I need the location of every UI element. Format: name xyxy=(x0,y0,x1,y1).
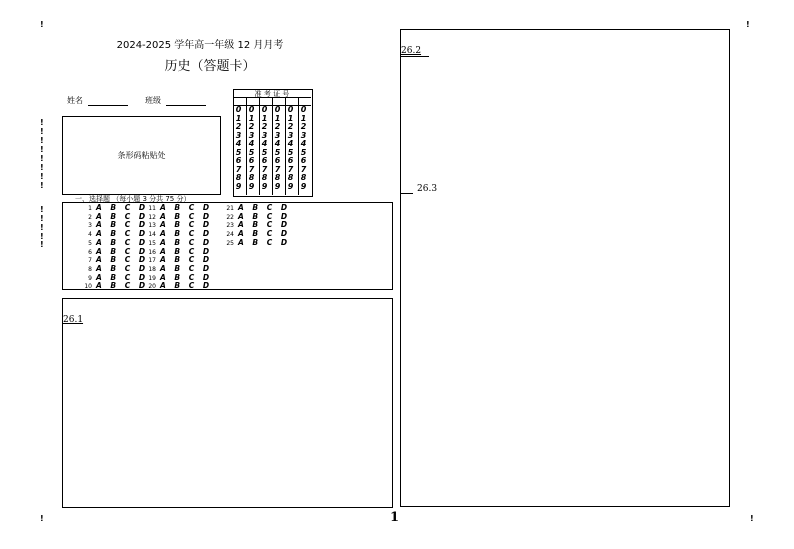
question-number: 21 xyxy=(226,205,234,212)
exam-id-digit-bubble[interactable]: 1 xyxy=(287,113,294,123)
exam-id-digit-column xyxy=(273,106,282,191)
choice-options[interactable]: A B C D xyxy=(96,263,149,273)
exam-id-digit-column xyxy=(286,106,295,191)
timing-mark: ! xyxy=(40,181,44,190)
question-number: 20 xyxy=(148,283,156,291)
name-field[interactable] xyxy=(88,96,128,106)
exam-id-digit-bubble[interactable]: 2 xyxy=(274,122,281,131)
question-number: 25 xyxy=(226,239,234,247)
choice-question-row[interactable] xyxy=(142,281,212,290)
alignment-mark: ! xyxy=(40,20,44,29)
exam-id-column-divider xyxy=(259,97,260,195)
exam-id-digit-bubble[interactable]: 4 xyxy=(261,139,268,148)
exam-id-digit-bubble[interactable]: 4 xyxy=(287,139,294,148)
page-number: 1 xyxy=(390,510,400,525)
exam-id-digit-bubble[interactable]: 5 xyxy=(300,147,307,157)
card-subtitle: 历史（答题卡） xyxy=(164,59,256,74)
barcode-area xyxy=(62,116,221,195)
exam-id-digit-bubble[interactable]: 1 xyxy=(300,113,307,123)
choice-options[interactable]: A B C D xyxy=(96,237,149,247)
choice-options[interactable]: A B C D xyxy=(96,203,149,212)
exam-id-digit-bubble[interactable]: 5 xyxy=(235,147,242,157)
exam-id-digit-bubble[interactable]: 8 xyxy=(235,173,242,182)
exam-id-digit-bubble[interactable]: 9 xyxy=(287,181,294,191)
choice-options[interactable]: A B C D xyxy=(160,203,213,212)
exam-id-digit-bubble[interactable]: 9 xyxy=(248,181,255,191)
exam-id-digit-bubble[interactable]: 8 xyxy=(261,173,268,182)
exam-id-digit-bubble[interactable]: 0 xyxy=(261,105,268,114)
exam-id-column-divider xyxy=(272,97,273,195)
q26-3-rule xyxy=(401,193,413,194)
choice-options[interactable]: A B C D xyxy=(238,203,291,212)
exam-id-digit-bubble[interactable]: 7 xyxy=(261,164,268,174)
timing-mark: ! xyxy=(40,214,44,223)
choice-heading: 一、选择题 （每小题 3 分共 75 分） xyxy=(75,195,191,203)
timing-mark: ! xyxy=(40,223,44,232)
choice-question-row[interactable] xyxy=(220,203,290,212)
question-number: 19 xyxy=(148,274,156,282)
exam-id-digit-bubble[interactable]: 0 xyxy=(274,105,281,114)
question-number: 14 xyxy=(148,231,156,239)
exam-title: 2024-2025 学年高一年级 12 月月考 xyxy=(116,40,284,51)
choice-question-row[interactable] xyxy=(220,238,290,247)
q26-3-label: 26.3 xyxy=(417,184,438,194)
exam-id-digit-bubble[interactable]: 6 xyxy=(300,156,307,165)
exam-id-digit-bubble[interactable]: 4 xyxy=(235,139,242,148)
choice-options[interactable]: A B C D xyxy=(238,237,291,247)
exam-id-digit-bubble[interactable]: 7 xyxy=(235,164,242,174)
choice-question-row[interactable] xyxy=(220,220,290,229)
choice-question-row[interactable] xyxy=(142,220,212,229)
choice-options[interactable]: A B C D xyxy=(238,211,291,221)
exam-id-digit-bubble[interactable]: 3 xyxy=(261,130,268,140)
exam-id-digit-column xyxy=(247,106,256,191)
question-number: 2 xyxy=(88,213,92,221)
exam-id-digit-bubble[interactable]: 6 xyxy=(235,156,242,165)
choice-question-row[interactable] xyxy=(142,247,212,256)
exam-id-digit-bubble[interactable]: 0 xyxy=(235,105,242,114)
question-number: 6 xyxy=(88,248,92,256)
exam-id-digit-bubble[interactable]: 7 xyxy=(287,164,294,174)
exam-id-digit-bubble[interactable]: 6 xyxy=(261,156,268,165)
question-number: 11 xyxy=(148,205,156,212)
exam-id-digit-bubble[interactable]: 2 xyxy=(235,122,242,131)
exam-id-digit-bubble[interactable]: 8 xyxy=(287,173,294,182)
question-number: 12 xyxy=(148,213,156,221)
choice-options[interactable]: A B C D xyxy=(96,220,149,230)
class-label: 班级 xyxy=(145,96,161,105)
choice-question-row[interactable] xyxy=(142,212,212,221)
class-field[interactable] xyxy=(166,96,206,106)
choice-question-row[interactable] xyxy=(220,229,290,238)
question-number: 13 xyxy=(148,222,156,230)
exam-id-header: 准 考 证 号 xyxy=(254,90,290,98)
choice-question-row[interactable] xyxy=(78,238,148,247)
exam-id-digit-bubble[interactable]: 6 xyxy=(248,156,255,165)
choice-question-row[interactable] xyxy=(78,255,148,264)
exam-id-digit-bubble[interactable]: 2 xyxy=(287,122,294,131)
exam-id-digit-bubble[interactable]: 3 xyxy=(287,130,294,140)
choice-options[interactable]: A B C D xyxy=(96,272,149,282)
timing-mark: ! xyxy=(40,145,44,154)
choice-question-row[interactable] xyxy=(78,264,148,273)
exam-id-digit-bubble[interactable]: 1 xyxy=(261,113,268,123)
exam-id-digit-bubble[interactable]: 5 xyxy=(248,147,255,157)
choice-options[interactable]: A B C D xyxy=(238,229,291,239)
timing-mark: ! xyxy=(40,136,44,145)
exam-id-digit-bubble[interactable]: 9 xyxy=(300,181,307,191)
choice-question-row[interactable] xyxy=(142,238,212,247)
exam-id-column-divider xyxy=(246,97,247,195)
exam-id-digit-bubble[interactable]: 8 xyxy=(248,173,255,182)
exam-id-digit-bubble[interactable]: 1 xyxy=(274,113,281,123)
question-number: 24 xyxy=(226,231,234,239)
choice-question-row[interactable] xyxy=(142,229,212,238)
question-number: 23 xyxy=(226,222,234,230)
choice-question-row[interactable] xyxy=(220,212,290,221)
answer-box-26-1[interactable] xyxy=(62,298,393,508)
choice-options[interactable]: A B C D xyxy=(96,246,149,256)
exam-id-digit-bubble[interactable]: 4 xyxy=(248,139,255,148)
exam-id-digit-bubble[interactable]: 8 xyxy=(300,173,307,182)
question-number: 9 xyxy=(88,274,92,282)
exam-id-digit-bubble[interactable]: 6 xyxy=(274,156,281,165)
exam-id-digit-bubble[interactable]: 8 xyxy=(274,173,281,182)
choice-options[interactable]: A B C D xyxy=(160,211,213,221)
exam-id-digit-bubble[interactable]: 0 xyxy=(287,105,294,114)
exam-id-digit-bubble[interactable]: 2 xyxy=(261,122,268,131)
choice-question-row[interactable] xyxy=(142,203,212,212)
q26-2-rule xyxy=(401,56,429,57)
exam-id-digit-bubble[interactable]: 5 xyxy=(287,147,294,157)
exam-id-digit-bubble[interactable]: 3 xyxy=(235,130,242,140)
choice-options[interactable]: A B C D xyxy=(160,263,213,273)
question-number: 22 xyxy=(226,213,234,221)
exam-id-digit-bubble[interactable]: 0 xyxy=(248,105,255,114)
name-label: 姓名 xyxy=(67,96,83,105)
q26-2-label: 26.2 xyxy=(401,46,422,56)
exam-id-digit-column xyxy=(299,106,308,191)
choice-options[interactable]: A B C D xyxy=(96,281,149,291)
question-number: 4 xyxy=(88,231,92,239)
question-number: 8 xyxy=(88,265,92,273)
choice-question-row[interactable] xyxy=(142,255,212,264)
exam-id-digit-bubble[interactable]: 3 xyxy=(248,130,255,140)
exam-id-digit-bubble[interactable]: 3 xyxy=(300,130,307,140)
exam-id-digit-bubble[interactable]: 1 xyxy=(248,113,255,123)
q26-1-label: 26.1 xyxy=(63,315,84,325)
exam-id-digit-bubble[interactable]: 5 xyxy=(274,147,281,157)
timing-mark: ! xyxy=(40,154,44,163)
question-number: 17 xyxy=(148,257,156,265)
choice-question-row[interactable] xyxy=(78,247,148,256)
exam-id-digit-bubble[interactable]: 0 xyxy=(300,105,307,114)
question-number: 7 xyxy=(88,257,92,265)
exam-id-digit-bubble[interactable]: 7 xyxy=(248,164,255,174)
timing-mark: ! xyxy=(40,172,44,181)
exam-id-column-divider xyxy=(298,97,299,195)
choice-question-row[interactable] xyxy=(78,203,148,212)
question-number: 16 xyxy=(148,248,156,256)
exam-id-digit-column xyxy=(260,106,269,191)
alignment-mark: ! xyxy=(746,20,750,29)
timing-mark: ! xyxy=(40,205,44,214)
choice-question-row[interactable] xyxy=(78,220,148,229)
exam-id-digit-bubble[interactable]: 3 xyxy=(274,130,281,140)
exam-id-digit-bubble[interactable]: 4 xyxy=(274,139,281,148)
choice-options[interactable]: A B C D xyxy=(160,272,213,282)
timing-mark: ! xyxy=(40,232,44,241)
choice-options[interactable]: A B C D xyxy=(160,229,213,239)
timing-mark: ! xyxy=(40,127,44,136)
exam-id-digit-bubble[interactable]: 4 xyxy=(300,139,307,148)
choice-options[interactable]: A B C D xyxy=(96,229,149,239)
question-number: 18 xyxy=(148,265,156,273)
question-number: 15 xyxy=(148,239,156,247)
choice-question-row[interactable] xyxy=(142,264,212,273)
choice-options[interactable]: A B C D xyxy=(160,246,213,256)
choice-question-row[interactable] xyxy=(78,273,148,282)
exam-id-digit-bubble[interactable]: 2 xyxy=(300,122,307,131)
exam-id-column-divider xyxy=(285,97,286,195)
choice-options[interactable]: A B C D xyxy=(96,255,149,265)
exam-id-digit-bubble[interactable]: 7 xyxy=(274,164,281,174)
choice-options[interactable]: A B C D xyxy=(160,255,213,265)
timing-mark: ! xyxy=(40,240,44,249)
question-number: 1 xyxy=(88,205,92,212)
exam-id-digit-bubble[interactable]: 9 xyxy=(261,181,268,191)
choice-options[interactable]: A B C D xyxy=(160,237,213,247)
exam-id-digit-bubble[interactable]: 5 xyxy=(261,147,268,157)
choice-options[interactable]: A B C D xyxy=(238,220,291,230)
exam-id-digit-column xyxy=(234,106,243,191)
choice-question-row[interactable] xyxy=(142,273,212,282)
answer-box-26-2-26-3[interactable] xyxy=(400,29,730,507)
choice-options[interactable]: A B C D xyxy=(160,220,213,230)
choice-options[interactable]: A B C D xyxy=(96,211,149,221)
question-number: 10 xyxy=(84,283,92,291)
question-number: 5 xyxy=(88,239,92,247)
question-number: 3 xyxy=(88,222,92,230)
choice-question-row[interactable] xyxy=(78,212,148,221)
exam-id-digit-bubble[interactable]: 7 xyxy=(300,164,307,174)
alignment-mark: ! xyxy=(40,514,44,523)
choice-question-row[interactable] xyxy=(78,281,148,290)
timing-mark: ! xyxy=(40,118,44,127)
exam-id-digit-bubble[interactable]: 9 xyxy=(274,181,281,191)
barcode-label: 条形码粘贴处 xyxy=(117,151,166,160)
exam-id-digit-bubble[interactable]: 9 xyxy=(235,181,242,191)
exam-id-digit-bubble[interactable]: 2 xyxy=(248,122,255,131)
exam-id-digit-bubble[interactable]: 6 xyxy=(287,156,294,165)
exam-id-digit-bubble[interactable]: 1 xyxy=(235,113,242,123)
choice-question-row[interactable] xyxy=(78,229,148,238)
alignment-mark: ! xyxy=(750,514,754,523)
timing-mark: ! xyxy=(40,163,44,172)
choice-options[interactable]: A B C D xyxy=(160,281,213,291)
